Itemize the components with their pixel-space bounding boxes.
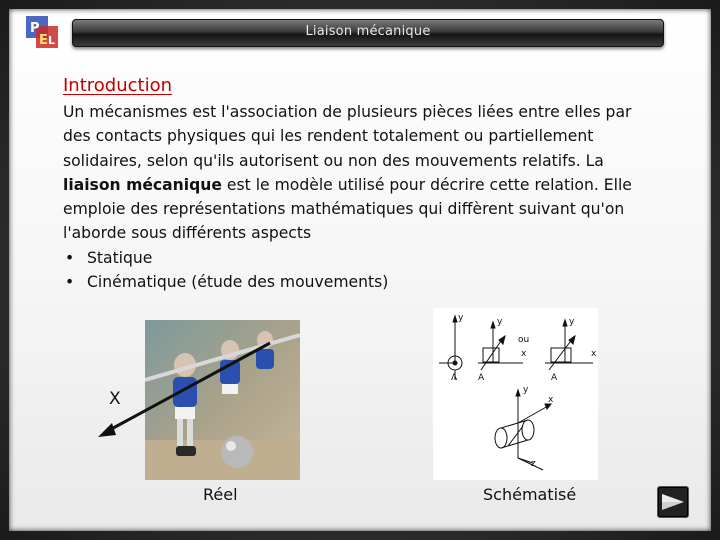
schema-label: z [531,459,536,469]
schema-label: A [478,373,485,383]
svg-text:L: L [48,34,56,47]
caption-real: Réel [203,485,238,504]
axis-label: X [109,389,121,409]
aspects-list [63,246,388,295]
schema-label: ou [518,335,530,345]
schema-label: x [591,349,597,359]
paragraph-text-1: Un mécanismes est l'association de plusieurs pièces liées entre elles par des contacts physiques qui les rendent totalement ou partiellement solidaires, selon qu'ils autorisent ou non des mouvements relatifs. La [63,103,632,170]
svg-text:P: P [30,21,40,36]
schema-label: x [548,395,554,405]
schema-label: y [497,317,503,327]
logo-icon [24,14,62,50]
intro-paragraph [63,100,663,246]
paragraph-bold-term: liaison mécanique [63,175,222,194]
schema-label: x [521,349,527,359]
schema-label: y [458,313,464,323]
list-item: • Cinématique (étude des mouvements) [63,270,388,294]
caption-schema: Schématisé [483,485,577,504]
paragraph-text-2: est le modèle utilisé pour décrire cette relation. Elle emploie des représentations mathématiques qui diffèrent suivant qu'on l'aborde sous différents aspects [63,175,632,243]
schema-label: y [569,317,575,327]
section-heading: Introduction [63,75,173,96]
schema-label: A [551,373,558,383]
list-item: • Statique [63,246,388,270]
title-bar [72,19,664,47]
schema-diagram [433,308,598,480]
schema-label: Λ [451,373,458,383]
slide-title: Liaison mécanique [305,24,431,39]
next-slide-button[interactable] [658,487,688,517]
axis-arrow-icon [90,325,290,445]
svg-text:E: E [39,33,48,48]
schema-label: y [523,385,529,395]
play-next-icon [659,488,687,516]
